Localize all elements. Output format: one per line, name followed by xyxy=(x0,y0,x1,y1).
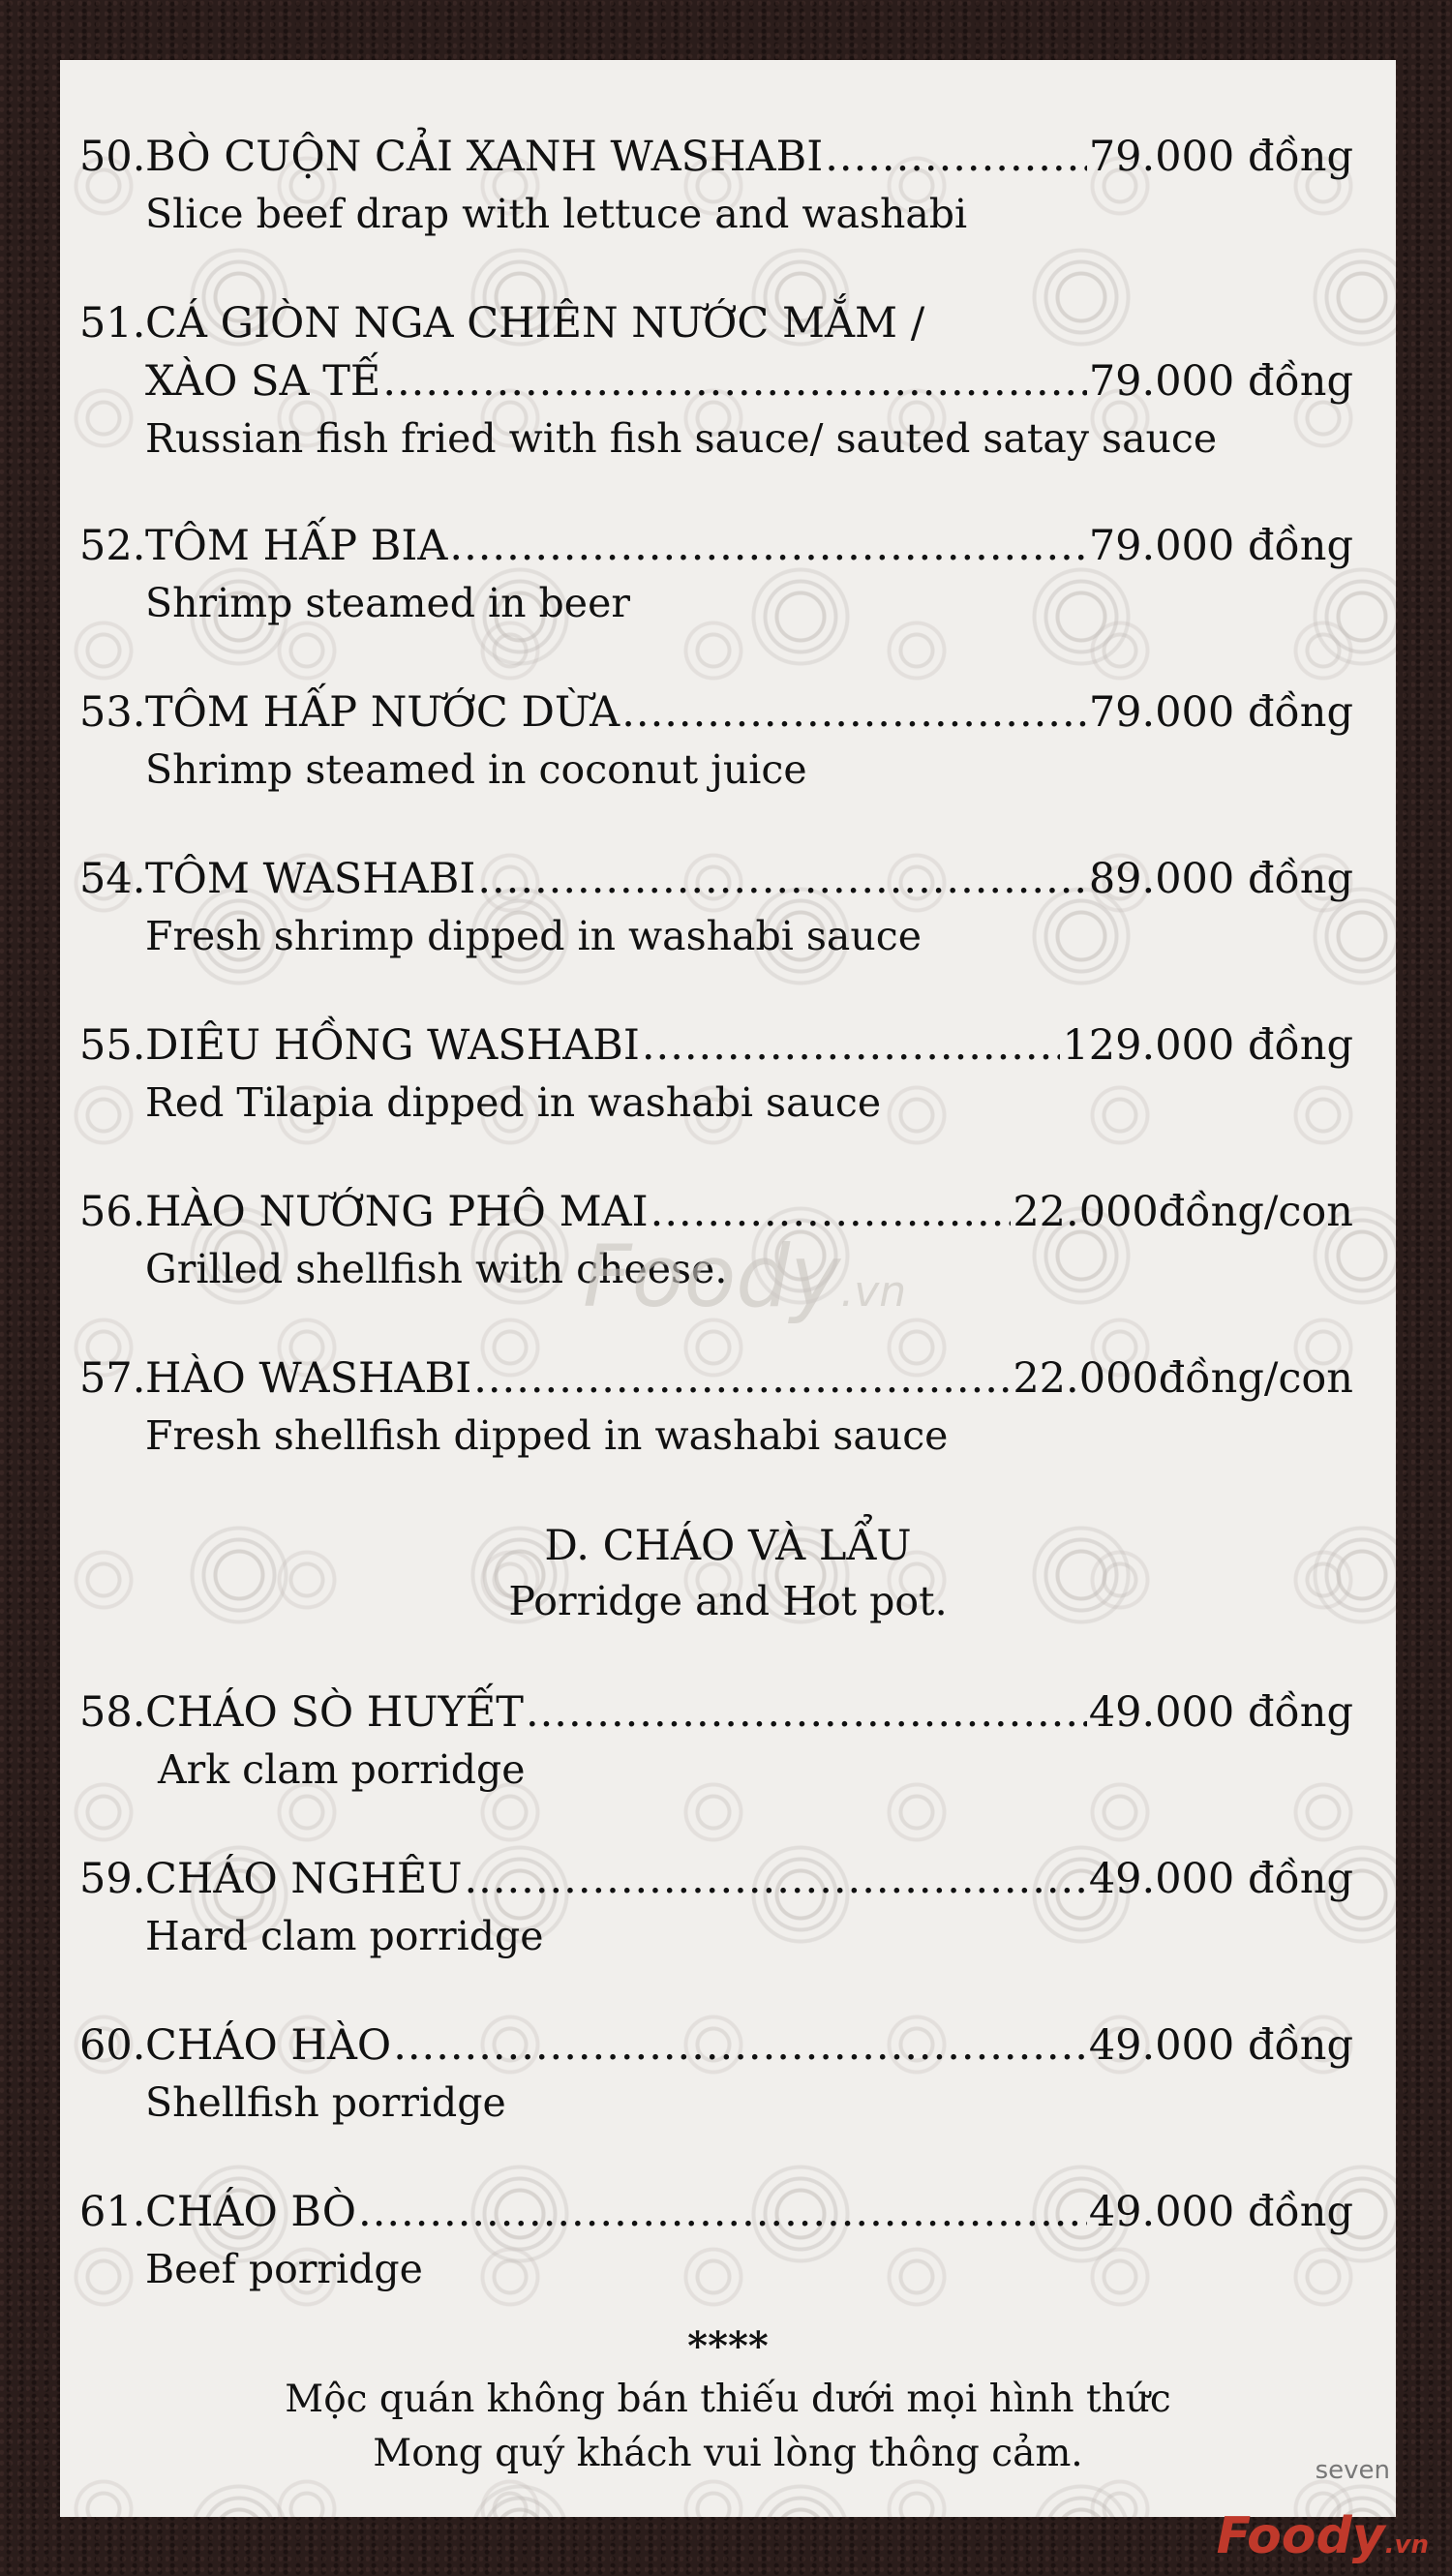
seven-logo: seven xyxy=(1315,2456,1390,2485)
item-name: CHÁO BÒ xyxy=(145,2188,357,2236)
menu-item xyxy=(79,294,1396,467)
item-description: Hard clam porridge xyxy=(145,1913,544,1959)
leader-dots xyxy=(449,517,1086,575)
item-price: 79.000 đồng xyxy=(1088,522,1353,570)
item-number: 53. xyxy=(79,688,146,737)
footer-notice-line2: Mong quý khách vui lòng thông cảm. xyxy=(373,2432,1083,2475)
item-number: 60. xyxy=(79,2021,146,2070)
item-number: 58. xyxy=(79,1688,146,1737)
item-description: Fresh shellfish dipped in washabi sauce xyxy=(145,1412,949,1459)
item-description: Russian fish fried with fish sauce/ sauted satay sauce xyxy=(145,415,1218,462)
item-description: Red Tilapia dipped in washabi sauce xyxy=(145,1079,882,1126)
item-name: TÔM HẤP BIA xyxy=(145,522,448,570)
item-description: Fresh shrimp dipped in washabi sauce xyxy=(145,913,922,959)
item-number: 56. xyxy=(79,1188,146,1236)
item-price: 49.000 đồng xyxy=(1088,2188,1353,2236)
item-price: 79.000 đồng xyxy=(1088,357,1353,406)
menu-item xyxy=(79,683,1396,798)
item-price: 129.000 đồng xyxy=(1062,1021,1353,1070)
footer-notice-line1: Mộc quán không bán thiếu dưới mọi hình thức xyxy=(285,2378,1171,2421)
section-title: D. CHÁO VÀ LẨU xyxy=(544,1522,912,1570)
footer-stars: **** xyxy=(687,2323,769,2369)
item-price: 49.000 đồng xyxy=(1088,1688,1353,1737)
leader-dots xyxy=(464,1850,1086,1908)
menu-item xyxy=(79,850,1396,964)
leader-dots xyxy=(825,128,1087,186)
leader-dots xyxy=(642,1016,1061,1075)
item-name: CÁ GIÒN NGA CHIÊN NƯỚC MẮM / xyxy=(145,299,925,348)
item-price: 49.000 đồng xyxy=(1088,1855,1353,1903)
section-subtitle: Porridge and Hot pot. xyxy=(508,1578,948,1624)
item-name: CHÁO NGHÊU xyxy=(145,1855,463,1903)
menu-item xyxy=(79,1850,1396,1964)
leader-dots xyxy=(526,1683,1087,1742)
item-name: CHÁO HÀO xyxy=(145,2021,392,2070)
item-name: CHÁO SÒ HUYẾT xyxy=(145,1688,524,1737)
item-price: 22.000đồng/con xyxy=(1013,1188,1353,1236)
leader-dots xyxy=(382,352,1087,410)
item-description: Grilled shellfish with cheese. xyxy=(145,1246,728,1292)
menu-item xyxy=(79,1349,1396,1464)
item-number: 61. xyxy=(79,2188,146,2236)
menu-item xyxy=(79,1683,1396,1798)
item-description: Slice beef drap with lettuce and washabi xyxy=(145,191,968,237)
item-description: Shrimp steamed in coconut juice xyxy=(145,746,807,793)
item-number: 50. xyxy=(79,133,146,181)
item-name: TÔM HẤP NƯỚC DỪA xyxy=(145,688,620,737)
leader-dots xyxy=(621,683,1087,742)
foody-corner-logo: Foody.vn xyxy=(1216,2507,1429,2565)
foody-center-watermark: Foody.vn xyxy=(583,1227,907,1326)
item-description: Beef porridge xyxy=(145,2246,423,2292)
item-name: HÀO WASHABI xyxy=(145,1354,472,1403)
item-name: DIÊU HỒNG WASHABI xyxy=(145,1021,640,1070)
item-name: HÀO NƯỚNG PHÔ MAI xyxy=(145,1188,649,1236)
menu-item xyxy=(79,1016,1396,1131)
item-price: 22.000đồng/con xyxy=(1013,1354,1353,1403)
leader-dots xyxy=(477,850,1086,908)
item-description: Ark clam porridge xyxy=(145,1746,526,1793)
item-price: 49.000 đồng xyxy=(1088,2021,1353,2070)
item-name-continued: XÀO SA TẾ xyxy=(145,357,381,406)
item-number: 51. xyxy=(79,299,146,348)
menu-page xyxy=(60,60,1396,2517)
menu-item xyxy=(79,128,1396,242)
item-number: 59. xyxy=(79,1855,146,1903)
leader-dots xyxy=(358,2183,1087,2241)
item-number: 57. xyxy=(79,1354,146,1403)
item-price: 79.000 đồng xyxy=(1088,688,1353,737)
item-number: 54. xyxy=(79,855,146,903)
item-number: 52. xyxy=(79,522,146,570)
menu-item xyxy=(79,2183,1396,2297)
item-number: 55. xyxy=(79,1021,146,1070)
item-price: 89.000 đồng xyxy=(1088,855,1353,903)
menu-item xyxy=(79,517,1396,631)
item-description: Shellfish porridge xyxy=(145,2079,506,2126)
item-name: TÔM WASHABI xyxy=(145,855,476,903)
leader-dots xyxy=(473,1349,1011,1408)
leader-dots xyxy=(393,2016,1087,2075)
item-name: BÒ CUỘN CẢI XANH WASHABI xyxy=(145,133,824,181)
item-description: Shrimp steamed in beer xyxy=(145,580,630,626)
item-price: 79.000 đồng xyxy=(1088,133,1353,181)
menu-item xyxy=(79,2016,1396,2131)
